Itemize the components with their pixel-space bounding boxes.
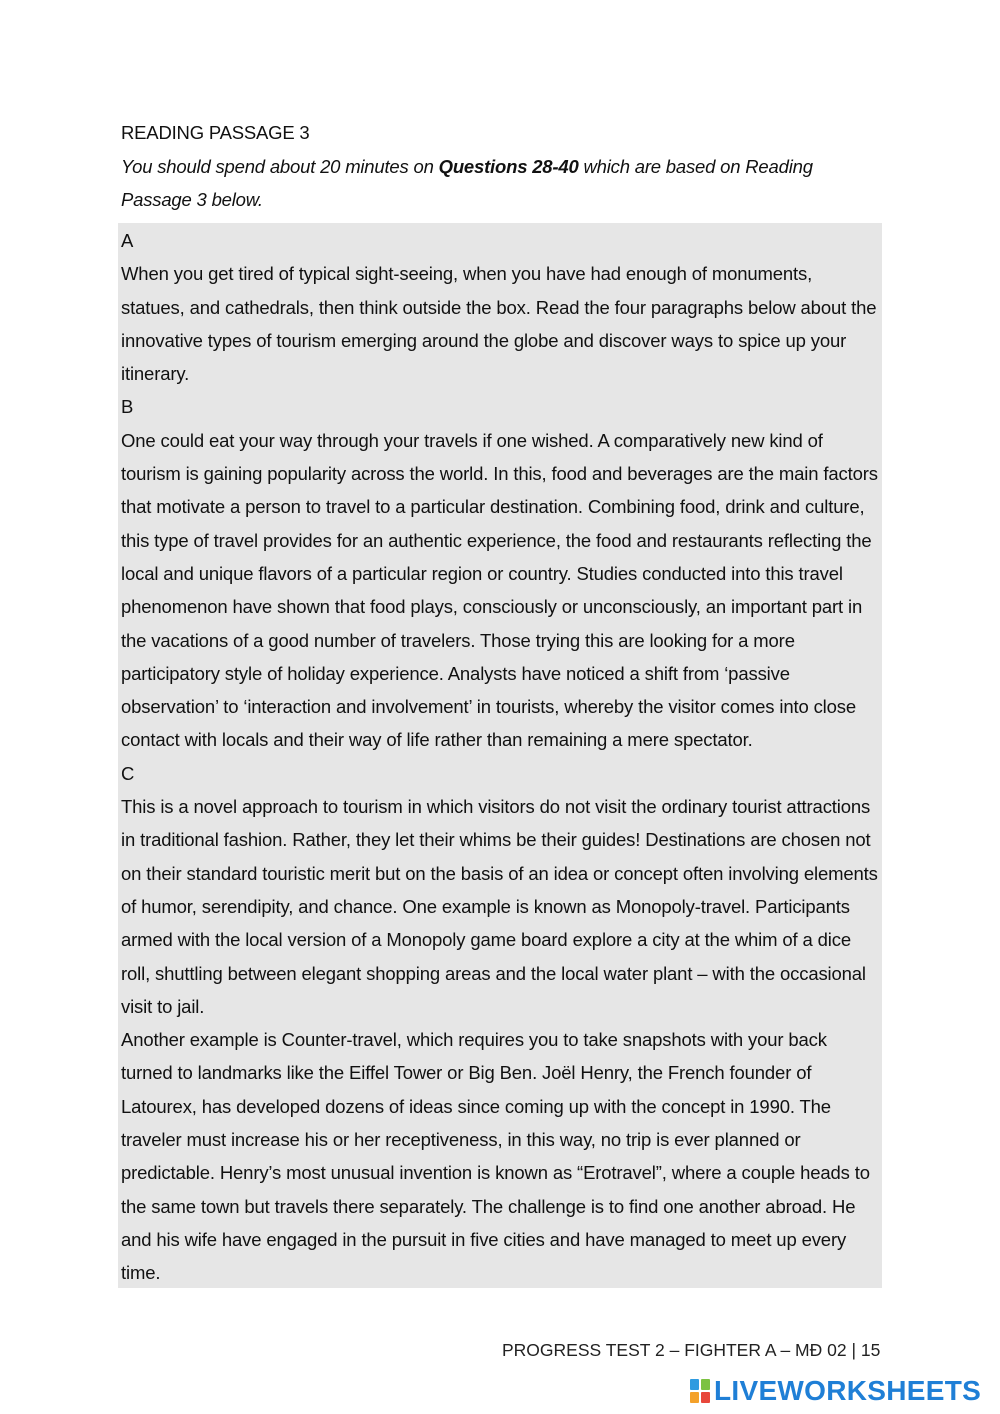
logo-square-red xyxy=(701,1392,710,1403)
section-letter-a: A xyxy=(121,230,134,251)
section-b-paragraph: One could eat your way through your travels if one wished. A comparatively new kind of tourism is gaining popularity across the world. In this, food and beverages are the main factors that motivate a person to travel to a particular destination. Combining food, drink and culture, this type of travel provides for an authentic experience, the food and restaurants reflecting the local and unique flavors of a particular region or country. Studies conducted into this travel phenomenon have shown that food plays, consciously or unconsciously, an important part in the vacations of a good number of travelers. Those trying this are looking for a more participatory style of holiday experience. Analysts have noticed a shift from ‘passive observation’ to ‘interaction and involvement’ in tourists, whereby the visitor comes into close contact with locals and their way of life rather than remaining a mere spectator. xyxy=(121,429,878,751)
instruction-questions: Questions 28-40 xyxy=(438,156,579,177)
logo-square-green xyxy=(701,1379,710,1390)
passage-body xyxy=(118,223,882,1288)
instruction-before: You should spend about 20 minutes on xyxy=(121,156,439,177)
section-c-paragraph-2: Another example is Counter-travel, which requires you to take snapshots with your back turned to landmarks like the Eiffel Tower or Big Ben. Joël Henry, the French founder of Latourex, has developed dozens of ideas since coming up with the concept in 1990. The traveler must increase his or her receptiveness, in this way, no trip is ever planned or predictable. Henry’s most unusual invention is known as “Erotravel”, where a couple heads to the same town but travels there separately. The challenge is to find one another abroad. He and his wife have engaged in the pursuit in five cities and have managed to meet up every time. xyxy=(121,1029,870,1284)
logo-square-blue xyxy=(690,1379,699,1390)
passage-heading: READING PASSAGE 3 xyxy=(121,122,310,143)
instruction-after: which are based on Reading Passage 3 below. xyxy=(121,156,813,211)
liveworksheets-logo[interactable] xyxy=(690,1374,981,1408)
page-footer: PROGRESS TEST 2 – FIGHTER A – MĐ 02 | 15 xyxy=(502,1340,881,1360)
logo-text: LIVEWORKSHEETS xyxy=(714,1375,982,1406)
liveworksheets-logo-icon xyxy=(690,1379,710,1403)
logo-square-orange xyxy=(690,1392,699,1403)
instruction-text xyxy=(121,150,861,217)
section-letter-c: C xyxy=(121,762,135,784)
section-letter-b: B xyxy=(121,396,134,418)
section-a-paragraph: When you get tired of typical sight-seeing, when you have had enough of monuments, statues, and cathedrals, then think outside the box. Read the four paragraphs below about the innovative types of tourism emerging around the globe and discover ways to spice up your itinerary. xyxy=(121,263,877,385)
section-c-paragraph-1: This is a novel approach to tourism in which visitors do not visit the ordinary tourist attractions in traditional fashion. Rather, they let their whims be their guides! Destinations are chosen not on their standard touristic merit but on the basis of an idea or concept often involving elements of humor, serendipity, and chance. One example is known as Monopoly-travel. Participants armed with the local version of a Monopoly game board explore a city at the whim of a dice roll, shuttling between elegant shopping areas and the local water plant – with the occasional visit to jail. xyxy=(121,796,878,1017)
